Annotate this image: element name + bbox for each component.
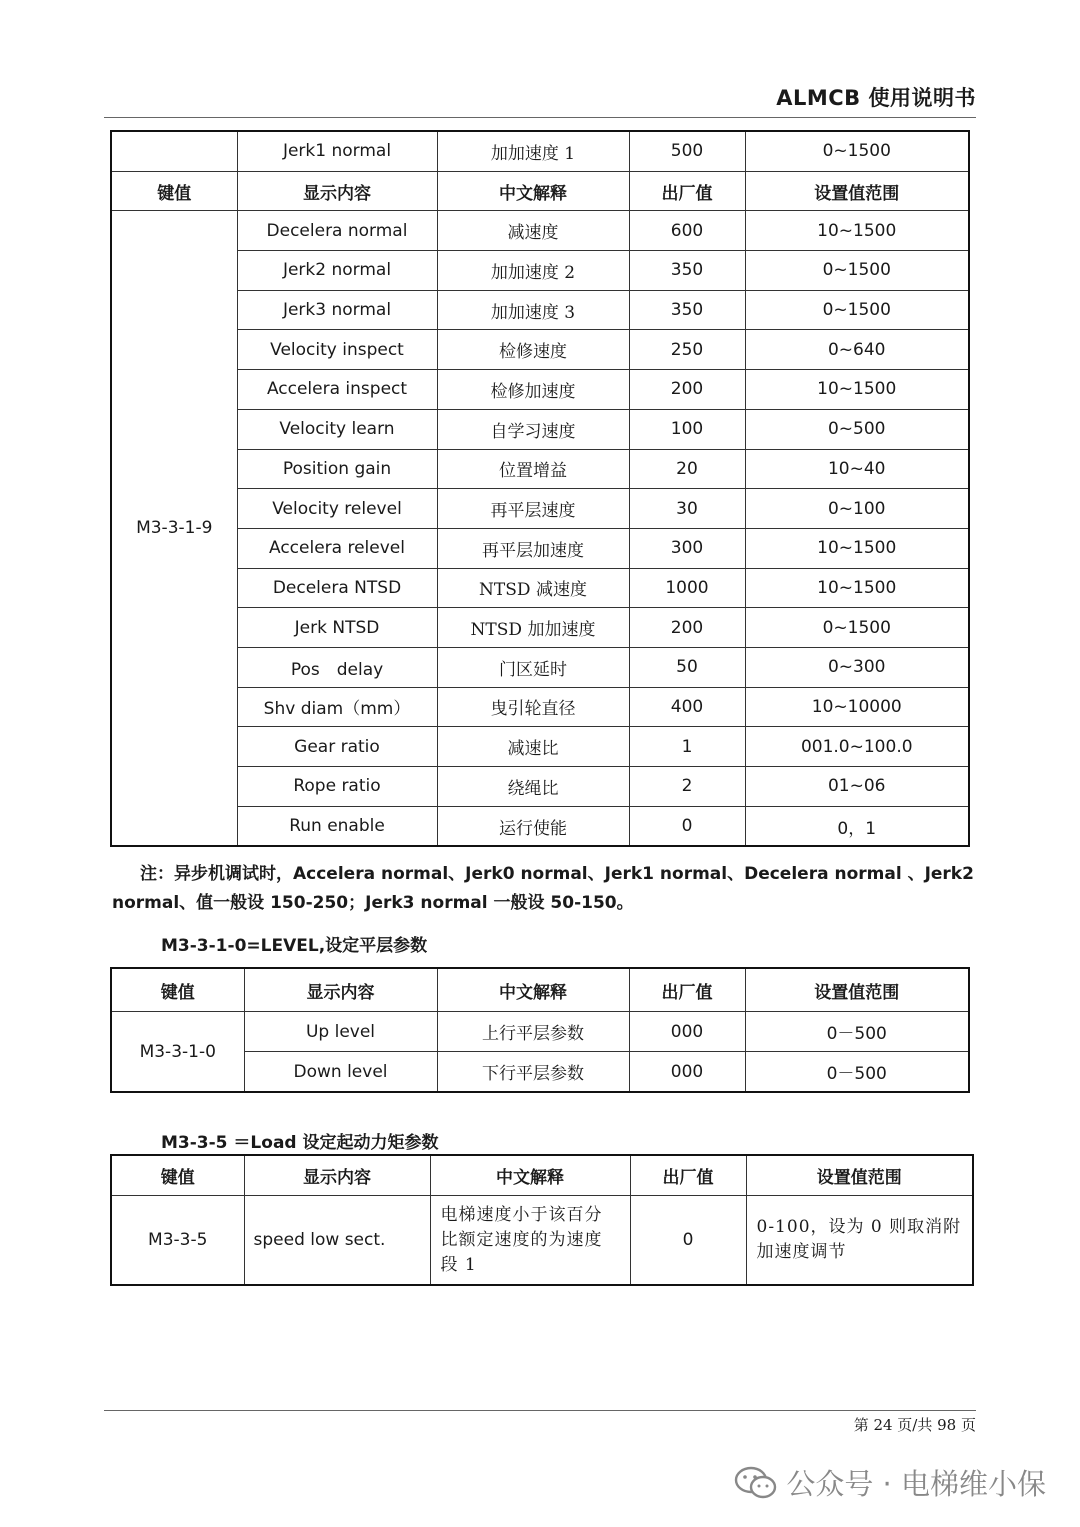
default-cell: 0 [630, 1196, 746, 1286]
table-row [111, 449, 969, 489]
table-row [111, 568, 969, 608]
display-cell: Decelera NTSD [237, 568, 437, 608]
display-cell: Accelera inspect [237, 370, 437, 410]
default-cell: 000 [629, 1052, 745, 1093]
header-range: 设置值范围 [746, 1155, 973, 1196]
chinese-cell: 检修加速度 [437, 370, 629, 410]
wechat-icon [734, 1465, 778, 1501]
table-row [111, 489, 969, 529]
chinese-cell: 门区延时 [437, 647, 629, 687]
default-cell: 500 [629, 131, 745, 171]
default-cell: 30 [629, 489, 745, 529]
chinese-cell: 加加速度 1 [437, 131, 629, 171]
header-default: 出厂值 [629, 968, 745, 1012]
display-cell: Velocity learn [237, 409, 437, 449]
range-cell: 0-100，设为 0 则取消附加速度调节 [746, 1196, 973, 1286]
default-cell: 300 [629, 528, 745, 568]
footer-divider [104, 1410, 976, 1411]
header-default: 出厂值 [629, 171, 745, 211]
display-cell: speed low sect. [244, 1196, 430, 1286]
display-cell: Shv diam（mm） [237, 687, 437, 727]
display-cell: Jerk NTSD [237, 608, 437, 648]
chinese-cell: 减速比 [437, 727, 629, 767]
key-cell [111, 131, 237, 171]
display-cell: Jerk3 normal [237, 290, 437, 330]
watermark-text: 公众号 · 电梯维小保 [786, 1467, 1046, 1501]
range-cell: 0－500 [745, 1012, 969, 1052]
range-cell: 0~1500 [745, 251, 969, 291]
default-cell: 2 [629, 767, 745, 807]
key-cell: M3-3-1-9 [111, 211, 237, 847]
display-cell: Gear ratio [237, 727, 437, 767]
parameter-table-m3-3-1-9 [110, 130, 970, 847]
section-title-load: M3-3-5 ＝Load 设定起动力矩参数 [161, 1133, 439, 1153]
range-cell: 10~1500 [745, 568, 969, 608]
range-cell: 0，1 [745, 806, 969, 846]
table-row [111, 370, 969, 410]
display-cell: Position gain [237, 449, 437, 489]
parameter-table-m3-3-1-0 [110, 967, 970, 1093]
range-cell: 0~1500 [745, 608, 969, 648]
default-cell: 1 [629, 727, 745, 767]
default-cell: 000 [629, 1012, 745, 1052]
key-cell: M3-3-1-0 [111, 1012, 244, 1093]
default-cell: 100 [629, 409, 745, 449]
header-chinese: 中文解释 [430, 1155, 630, 1196]
table-header-row [111, 968, 969, 1012]
header-default: 出厂值 [630, 1155, 746, 1196]
key-cell: M3-3-5 [111, 1196, 244, 1286]
chinese-cell: 位置增益 [437, 449, 629, 489]
default-cell: 250 [629, 330, 745, 370]
default-cell: 600 [629, 211, 745, 251]
chinese-cell: NTSD 加加速度 [437, 608, 629, 648]
section-title-level: M3-3-1-0=LEVEL,设定平层参数 [161, 936, 428, 956]
header-key: 键值 [111, 968, 244, 1012]
default-cell: 350 [629, 290, 745, 330]
chinese-cell: 绕绳比 [437, 767, 629, 807]
page-number: 第 24 页/共 98 页 [853, 1416, 976, 1434]
display-cell: Run enable [237, 806, 437, 846]
default-cell: 20 [629, 449, 745, 489]
table-row [111, 608, 969, 648]
range-cell: 10~1500 [745, 370, 969, 410]
chinese-cell: 加加速度 2 [437, 251, 629, 291]
table-row [111, 1196, 973, 1286]
chinese-cell: 下行平层参数 [437, 1052, 629, 1093]
table-row [111, 330, 969, 370]
chinese-cell: 检修速度 [437, 330, 629, 370]
default-cell: 1000 [629, 568, 745, 608]
range-cell: 0~300 [745, 647, 969, 687]
chinese-cell: 运行使能 [437, 806, 629, 846]
display-cell: Jerk1 normal [237, 131, 437, 171]
range-cell: 0~1500 [745, 290, 969, 330]
header-display: 显示内容 [237, 171, 437, 211]
default-cell: 50 [629, 647, 745, 687]
table-row [111, 211, 969, 251]
range-cell: 0~640 [745, 330, 969, 370]
default-cell: 350 [629, 251, 745, 291]
header-chinese: 中文解释 [437, 968, 629, 1012]
range-cell: 0~1500 [745, 131, 969, 171]
note-paragraph: 注：异步机调试时，Accelera normal、Jerk0 normal、Jerk1 normal、Decelera normal 、Jerk2 normal、值一般设 150-250；Jerk3 normal 一般设 50-150。 [112, 864, 974, 913]
default-cell: 200 [629, 370, 745, 410]
chinese-cell: 上行平层参数 [437, 1012, 629, 1052]
range-cell: 01~06 [745, 767, 969, 807]
table-row [111, 767, 969, 807]
default-cell: 0 [629, 806, 745, 846]
header-display: 显示内容 [244, 1155, 430, 1196]
range-cell: 001.0~100.0 [745, 727, 969, 767]
table-row [111, 806, 969, 846]
display-cell: Decelera normal [237, 211, 437, 251]
display-cell: Pos delay [237, 647, 437, 687]
chinese-cell: 曳引轮直径 [437, 687, 629, 727]
table-row [111, 409, 969, 449]
header-key: 键值 [111, 1155, 244, 1196]
table-header-row [111, 1155, 973, 1196]
header-key: 键值 [111, 171, 237, 211]
range-cell: 0－500 [745, 1052, 969, 1093]
table-row [111, 290, 969, 330]
range-cell: 0~100 [745, 489, 969, 529]
display-cell: Velocity relevel [237, 489, 437, 529]
table-row [111, 687, 969, 727]
table-row [111, 528, 969, 568]
table-row [111, 727, 969, 767]
table-body [111, 211, 969, 847]
display-cell: Up level [244, 1012, 437, 1052]
display-cell: Down level [244, 1052, 437, 1093]
table-row [111, 251, 969, 291]
chinese-cell: 自学习速度 [437, 409, 629, 449]
display-cell: Rope ratio [237, 767, 437, 807]
range-cell: 10~1500 [745, 211, 969, 251]
header-chinese: 中文解释 [437, 171, 629, 211]
display-cell: Accelera relevel [237, 528, 437, 568]
default-cell: 400 [629, 687, 745, 727]
range-cell: 10~40 [745, 449, 969, 489]
table-row [111, 647, 969, 687]
chinese-cell: 加加速度 3 [437, 290, 629, 330]
chinese-cell: 再平层加速度 [437, 528, 629, 568]
table-row [111, 1012, 969, 1052]
range-cell: 0~500 [745, 409, 969, 449]
range-cell: 10~10000 [745, 687, 969, 727]
chinese-cell: 电梯速度小于该百分比额定速度的为速度段 1 [430, 1196, 630, 1286]
table-header-row [111, 171, 969, 211]
header-range: 设置值范围 [745, 171, 969, 211]
display-cell: Jerk2 normal [237, 251, 437, 291]
header-display: 显示内容 [244, 968, 437, 1012]
chinese-cell: 再平层速度 [437, 489, 629, 529]
chinese-cell: 减速度 [437, 211, 629, 251]
parameter-table-m3-3-5 [110, 1154, 974, 1286]
range-cell: 10~1500 [745, 528, 969, 568]
table-row [111, 131, 969, 171]
document-title: ALMCB 使用说明书 [776, 86, 976, 110]
chinese-cell: NTSD 减速度 [437, 568, 629, 608]
default-cell: 200 [629, 608, 745, 648]
display-cell: Velocity inspect [237, 330, 437, 370]
header-divider [104, 117, 976, 118]
watermark [734, 1462, 1046, 1503]
header-range: 设置值范围 [745, 968, 969, 1012]
